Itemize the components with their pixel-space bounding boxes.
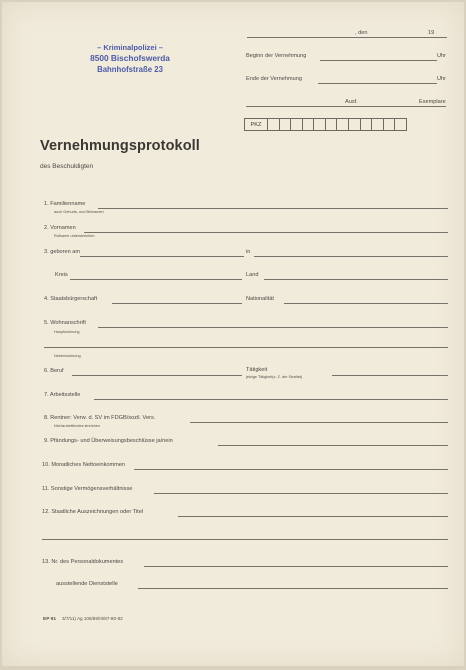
field-8-line[interactable] [190,422,448,423]
field-7-line[interactable] [94,399,448,400]
taetigkeit-label: Tätigkeit [246,367,268,373]
field-10-line[interactable] [134,469,448,470]
field-13-label: 13. Nr. des Personaldokumentes [42,559,124,565]
form-title: Vernehmungsprotokoll [40,138,200,154]
ausf-label: Ausf. [345,99,358,105]
taetigkeit-hint: jetzige Tätigkeit(z. Z. der Straftat) [246,375,303,379]
stamp-line-2: 8500 Bischofswerda [90,53,170,63]
field-2-hint: Rufname unterstreichen [54,234,95,238]
year-label: 19 [428,30,435,36]
field-1-hint: auch Geburts- und Beinamen [54,210,104,214]
nationality-label: Nationalität [246,296,274,302]
kreis-label: Kreis [55,272,68,278]
field-2-label: 2. Vornamen [44,225,76,231]
field-5-line-2[interactable] [44,347,448,348]
kreis-line[interactable] [70,279,242,280]
field-4-label: 4. Staatsbürgerschaft [44,296,98,302]
field-11-label: 11. Sonstige Vermögensverhältnisse [42,486,133,492]
field-3-date-line[interactable] [80,256,244,257]
field-3-label: 3. geboren am [44,249,81,255]
taetigkeit-line[interactable] [332,375,448,376]
field-9-line[interactable] [218,445,448,446]
footer-code: EP 91 [43,617,56,622]
stamp-line-1: – Kriminalpolizei – [97,43,163,52]
field-1-label: 1. Familienname [44,201,86,207]
ende-line[interactable] [318,83,437,84]
field-12-label: 12. Staatliche Auszeichnungen oder Titel [42,509,144,515]
land-line[interactable] [264,279,448,280]
field-6-line[interactable] [72,375,242,376]
field-12-line[interactable] [178,516,448,517]
nationality-line[interactable] [284,303,448,304]
police-stamp [80,42,180,75]
exemplare-label: Exemplare [419,99,446,105]
date-label: , den [355,30,368,36]
field-2-line[interactable] [84,232,448,233]
field-13-line[interactable] [144,566,448,567]
ende-label: Ende der Vernehmung [246,76,302,82]
pkz-boxes[interactable] [244,118,407,131]
field-9-label: 9. Pfändungs- und Überweisungsbeschlüsse ja/nein [44,438,173,444]
dienststelle-line[interactable] [138,588,448,589]
field-6-label: 6. Beruf [44,368,64,374]
uhr-label-1: Uhr [437,53,447,59]
form-subtitle: des Beschuldigten [40,163,94,170]
dienststelle-label: ausstellende Dienststelle [56,581,118,587]
field-1-line[interactable] [98,208,448,209]
nebenwohnung-label: Nebenwohnung [54,354,81,358]
field-3-in-label: in [246,249,251,255]
field-7-label: 7. Arbeitsstelle [44,392,81,398]
land-label: Land [246,272,259,278]
field-5-hint: Hauptwohnung [54,330,80,334]
field-10-label: 10. Monatliches Nettoeinkommen [42,462,126,468]
field-12-line-2[interactable] [42,539,448,540]
field-5-line[interactable] [98,327,448,328]
field-4-line[interactable] [112,303,242,304]
ausf-line[interactable] [246,106,446,107]
field-5-label: 5. Wohnanschrift [44,320,86,326]
beginn-line[interactable] [320,60,437,61]
field-3-place-line[interactable] [254,256,448,257]
field-11-line[interactable] [154,493,448,494]
form-footer [43,616,123,622]
uhr-label-2: Uhr [437,76,447,82]
date-line[interactable] [247,37,447,38]
form-page [2,2,464,666]
pkz-label: PKZ [245,119,268,130]
beginn-label: Beginn der Vernehmung [246,53,307,59]
footer-text: 3/7/11) Ag 106/89/III/87-80-82 [61,616,123,621]
field-8-label: 8. Rentner: Verw. d. SV im FDGB/sozil. Vers. [44,415,156,421]
stamp-line-3: Bahnhofstraße 23 [97,65,163,74]
field-8-hint: Nichtzutreffendes streichen [54,424,100,428]
